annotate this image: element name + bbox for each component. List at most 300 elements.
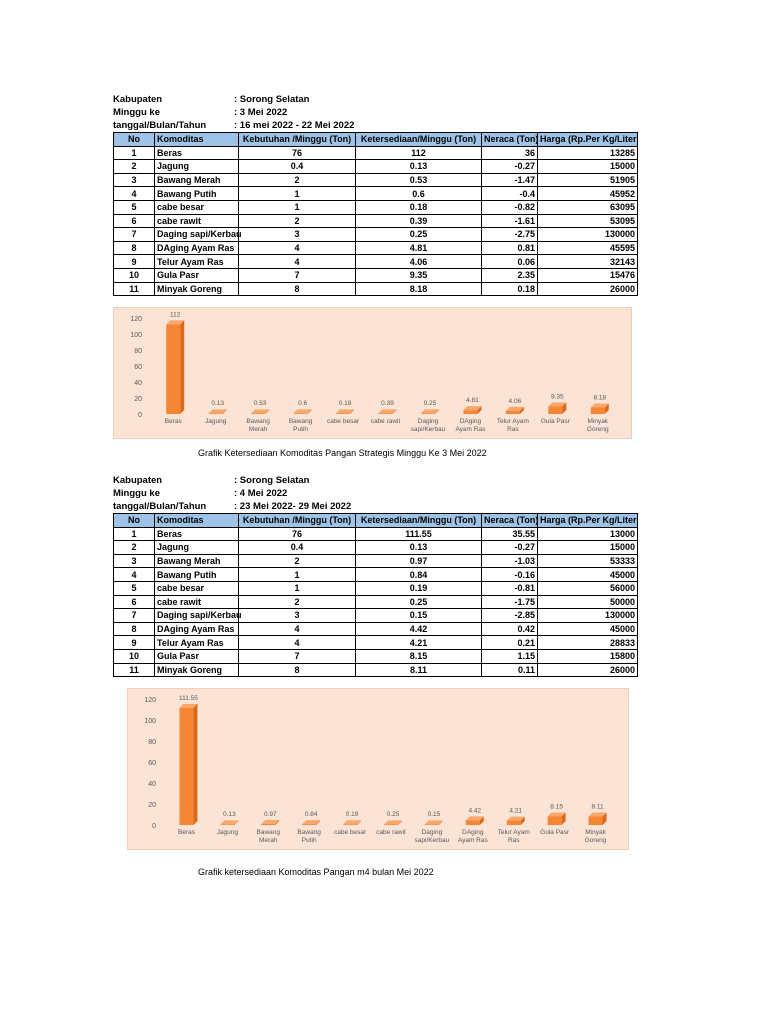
cell-komoditas: Jagung bbox=[155, 160, 239, 174]
data-label: 4.21 bbox=[509, 807, 523, 815]
column-header: Harga (Rp.Per Kg/Liter bbox=[538, 514, 638, 528]
bar-front-face bbox=[302, 824, 316, 825]
column-header: Harga (Rp.Per Kg/Liter bbox=[538, 133, 638, 147]
cell-ketersediaan: 0.53 bbox=[356, 173, 482, 187]
cell-no: 4 bbox=[114, 568, 155, 582]
cell-ketersediaan: 0.18 bbox=[356, 200, 482, 214]
x-tick-label: Telur Ayam bbox=[497, 829, 530, 836]
bar-front-face bbox=[548, 407, 562, 414]
data-label: 4.42 bbox=[468, 807, 482, 815]
cell-no: 8 bbox=[114, 241, 155, 255]
cell-no: 8 bbox=[114, 622, 155, 636]
bar bbox=[548, 403, 566, 414]
cell-ketersediaan: 4.81 bbox=[356, 241, 482, 255]
cell-kebutuhan: 4 bbox=[239, 255, 356, 269]
bar-front-face bbox=[548, 816, 562, 825]
x-tick-label: Goreng bbox=[584, 837, 607, 844]
cell-no: 3 bbox=[114, 554, 155, 568]
cell-neraca: -2.75 bbox=[482, 228, 538, 242]
cell-ketersediaan: 0.19 bbox=[356, 581, 482, 595]
bar-top-face bbox=[379, 409, 397, 413]
cell-harga: 53333 bbox=[538, 554, 638, 568]
cell-ketersediaan: 0.15 bbox=[356, 609, 482, 623]
bar bbox=[591, 403, 609, 414]
cell-harga: 26000 bbox=[538, 663, 638, 677]
data-label: 0.97 bbox=[263, 811, 277, 818]
cell-komoditas: Minyak Goreng bbox=[155, 663, 239, 677]
cell-neraca: -0.82 bbox=[482, 200, 538, 214]
bar-top-face bbox=[336, 409, 354, 413]
x-tick-label: Telur Ayam bbox=[496, 418, 529, 425]
data-label: 0.19 bbox=[345, 811, 359, 818]
supply-chart-2 bbox=[127, 688, 629, 850]
meta-label: tanggal/Bulan/Tahun bbox=[113, 120, 207, 131]
cell-komoditas: Bawang Merah bbox=[155, 554, 239, 568]
cell-komoditas: Bawang Merah bbox=[155, 173, 239, 187]
cell-no: 5 bbox=[114, 581, 155, 595]
cell-harga: 15000 bbox=[538, 541, 638, 555]
meta-row-kabupaten bbox=[113, 93, 637, 106]
data-label: 112 bbox=[170, 311, 181, 319]
y-tick-label: 60 bbox=[148, 760, 156, 767]
bar bbox=[379, 409, 397, 414]
y-tick-label: 120 bbox=[130, 316, 142, 323]
meta-value: : 23 Mei 2022- 29 Mei 2022 bbox=[234, 501, 352, 512]
column-header: Ketersediaan/Minggu (Ton) bbox=[356, 133, 482, 147]
cell-kebutuhan: 2 bbox=[239, 554, 356, 568]
bar-front-face bbox=[220, 824, 234, 825]
cell-neraca: -0.81 bbox=[482, 581, 538, 595]
cell-no: 1 bbox=[114, 146, 155, 160]
y-tick-label: 0 bbox=[138, 412, 142, 419]
table-row bbox=[114, 649, 638, 663]
column-header: Ketersediaan/Minggu (Ton) bbox=[356, 514, 482, 528]
column-header: No bbox=[114, 514, 155, 528]
bar-front-face bbox=[179, 708, 193, 825]
table-row bbox=[114, 527, 638, 541]
cell-harga: 15000 bbox=[538, 160, 638, 174]
column-header: Kebutuhan /Minggu (Ton) bbox=[239, 133, 356, 147]
cell-kebutuhan: 4 bbox=[239, 622, 356, 636]
bar-top-face bbox=[384, 820, 402, 824]
cell-no: 11 bbox=[114, 663, 155, 677]
bar-top-face bbox=[251, 409, 269, 413]
cell-kebutuhan: 8 bbox=[239, 663, 356, 677]
cell-komoditas: Telur Ayam Ras bbox=[155, 636, 239, 650]
cell-kebutuhan: 0.4 bbox=[239, 160, 356, 174]
data-label: 8.11 bbox=[591, 803, 604, 811]
cell-no: 6 bbox=[114, 595, 155, 609]
meta-value: : Sorong Selatan bbox=[234, 94, 310, 105]
y-tick-label: 100 bbox=[130, 332, 142, 339]
data-label: 0.84 bbox=[304, 811, 318, 818]
y-tick-label: 120 bbox=[144, 697, 156, 704]
cell-komoditas: Bawang Putih bbox=[155, 187, 239, 201]
data-label: 0.39 bbox=[381, 400, 394, 407]
x-tick-label: Jagung bbox=[216, 829, 239, 836]
cell-harga: 15800 bbox=[538, 649, 638, 663]
table-header-row bbox=[114, 133, 638, 147]
cell-komoditas: Telur Ayam Ras bbox=[155, 255, 239, 269]
x-tick-label: cabe besar bbox=[334, 829, 367, 836]
table-row bbox=[114, 187, 638, 201]
cell-harga: 130000 bbox=[538, 228, 638, 242]
data-label: 9.35 bbox=[550, 393, 564, 401]
cell-kebutuhan: 1 bbox=[239, 568, 356, 582]
column-header: Neraca (Ton) bbox=[482, 133, 538, 147]
bar-top-face bbox=[425, 820, 443, 824]
table-row bbox=[114, 622, 638, 636]
cell-komoditas: Beras bbox=[155, 146, 239, 160]
cell-kebutuhan: 1 bbox=[239, 187, 356, 201]
y-tick-label: 80 bbox=[134, 348, 142, 355]
x-tick-label: Goreng bbox=[586, 426, 609, 433]
cell-komoditas: cabe rawit bbox=[155, 595, 239, 609]
x-tick-label: Ayam Ras bbox=[455, 426, 486, 433]
x-tick-label: Ras bbox=[507, 837, 520, 844]
x-tick-label: Daging bbox=[421, 829, 443, 836]
bar bbox=[466, 816, 484, 825]
report-section-1 bbox=[113, 93, 637, 296]
bar-top-face bbox=[421, 409, 439, 413]
column-header: Neraca (Ton) bbox=[482, 514, 538, 528]
data-label: 0.18 bbox=[338, 400, 352, 407]
bar-front-face bbox=[166, 324, 180, 414]
bar bbox=[179, 704, 197, 825]
bar bbox=[463, 406, 481, 414]
cell-no: 2 bbox=[114, 541, 155, 555]
x-tick-label: Putih bbox=[301, 837, 317, 844]
table-row bbox=[114, 663, 638, 677]
cell-ketersediaan: 0.25 bbox=[356, 228, 482, 242]
x-tick-label: Minyak bbox=[587, 418, 609, 425]
bar bbox=[302, 820, 320, 825]
meta-row-tanggal bbox=[113, 119, 637, 132]
cell-no: 10 bbox=[114, 649, 155, 663]
cell-komoditas: Gula Pasr bbox=[155, 268, 239, 282]
cell-no: 7 bbox=[114, 609, 155, 623]
cell-komoditas: Gula Pasr bbox=[155, 649, 239, 663]
x-tick-label: cabe rawit bbox=[376, 829, 406, 836]
data-label: 4.06 bbox=[508, 397, 522, 405]
cell-harga: 32143 bbox=[538, 255, 638, 269]
y-tick-label: 100 bbox=[144, 718, 156, 725]
bar bbox=[261, 820, 279, 825]
bar-side-face bbox=[193, 704, 197, 825]
cell-neraca: 2.35 bbox=[482, 268, 538, 282]
bar-side-face bbox=[180, 320, 184, 414]
cell-harga: 53095 bbox=[538, 214, 638, 228]
cell-harga: 15476 bbox=[538, 268, 638, 282]
cell-no: 1 bbox=[114, 527, 155, 541]
table-row bbox=[114, 568, 638, 582]
cell-neraca: -0.27 bbox=[482, 541, 538, 555]
cell-kebutuhan: 4 bbox=[239, 636, 356, 650]
meta-row-tanggal bbox=[113, 500, 637, 513]
x-tick-label: Minyak bbox=[585, 829, 606, 836]
bar bbox=[251, 409, 269, 414]
cell-no: 6 bbox=[114, 214, 155, 228]
bar bbox=[336, 409, 354, 414]
x-tick-label: cabe besar bbox=[326, 418, 360, 425]
table-row bbox=[114, 214, 638, 228]
cell-kebutuhan: 1 bbox=[239, 200, 356, 214]
bar-front-face bbox=[425, 824, 439, 825]
cell-komoditas: Minyak Goreng bbox=[155, 282, 239, 296]
cell-neraca: 35.55 bbox=[482, 527, 538, 541]
table-row bbox=[114, 173, 638, 187]
report-section-2 bbox=[113, 474, 637, 677]
cell-ketersediaan: 4.06 bbox=[356, 255, 482, 269]
bar bbox=[548, 812, 566, 825]
cell-ketersediaan: 0.25 bbox=[356, 595, 482, 609]
meta-value: : 16 mei 2022 - 22 Mei 2022 bbox=[234, 120, 355, 131]
cell-kebutuhan: 4 bbox=[239, 241, 356, 255]
meta-value: : Sorong Selatan bbox=[234, 475, 310, 486]
table-row bbox=[114, 146, 638, 160]
cell-no: 9 bbox=[114, 636, 155, 650]
bar-front-face bbox=[591, 407, 605, 414]
cell-kebutuhan: 76 bbox=[239, 527, 356, 541]
bar bbox=[220, 820, 238, 825]
bar-front-face bbox=[507, 821, 521, 825]
cell-kebutuhan: 2 bbox=[239, 595, 356, 609]
cell-harga: 51905 bbox=[538, 173, 638, 187]
chart-caption: Grafik Ketersediaan Komoditas Pangan Strategis Minggu Ke 3 Mei 2022 bbox=[198, 448, 487, 458]
x-tick-label: Bawang bbox=[256, 829, 281, 836]
x-tick-label: DAging bbox=[462, 829, 484, 836]
bar bbox=[209, 409, 227, 414]
x-tick-label: Merah bbox=[259, 837, 278, 844]
cell-komoditas: Daging sapi/Kerbau bbox=[155, 609, 239, 623]
cell-komoditas: DAging Ayam Ras bbox=[155, 622, 239, 636]
cell-neraca: 0.11 bbox=[482, 663, 538, 677]
meta-row-kabupaten bbox=[113, 474, 637, 487]
table-row bbox=[114, 255, 638, 269]
meta-label: Minggu ke bbox=[113, 488, 160, 499]
data-label: 0.6 bbox=[298, 400, 308, 407]
data-label: 0.25 bbox=[386, 811, 400, 818]
commodity-table bbox=[113, 513, 638, 677]
cell-harga: 13000 bbox=[538, 527, 638, 541]
x-tick-label: Bawang bbox=[288, 418, 313, 425]
bar-front-face bbox=[251, 413, 265, 414]
cell-neraca: -0.16 bbox=[482, 568, 538, 582]
cell-ketersediaan: 9.35 bbox=[356, 268, 482, 282]
cell-ketersediaan: 0.97 bbox=[356, 554, 482, 568]
cell-harga: 130000 bbox=[538, 609, 638, 623]
cell-komoditas: Beras bbox=[155, 527, 239, 541]
y-tick-label: 40 bbox=[134, 380, 142, 387]
bar-front-face bbox=[294, 413, 308, 414]
bar bbox=[589, 812, 607, 825]
cell-no: 11 bbox=[114, 282, 155, 296]
bar-front-face bbox=[589, 816, 603, 825]
cell-harga: 28833 bbox=[538, 636, 638, 650]
cell-kebutuhan: 2 bbox=[239, 214, 356, 228]
column-header: Komoditas bbox=[155, 133, 239, 147]
cell-ketersediaan: 0.6 bbox=[356, 187, 482, 201]
cell-harga: 45952 bbox=[538, 187, 638, 201]
cell-komoditas: DAging Ayam Ras bbox=[155, 241, 239, 255]
supply-chart-1 bbox=[113, 307, 632, 439]
meta-row-minggu bbox=[113, 487, 637, 500]
meta-row-minggu bbox=[113, 106, 637, 119]
bar-top-face bbox=[294, 409, 312, 413]
cell-ketersediaan: 0.13 bbox=[356, 541, 482, 555]
cell-kebutuhan: 1 bbox=[239, 581, 356, 595]
report-meta-1 bbox=[113, 93, 637, 132]
report-meta-2 bbox=[113, 474, 637, 513]
cell-neraca: -0.4 bbox=[482, 187, 538, 201]
y-tick-label: 40 bbox=[148, 781, 156, 788]
cell-neraca: -0.27 bbox=[482, 160, 538, 174]
bar-front-face bbox=[384, 824, 398, 825]
bar bbox=[343, 820, 361, 825]
cell-ketersediaan: 0.39 bbox=[356, 214, 482, 228]
cell-no: 9 bbox=[114, 255, 155, 269]
cell-harga: 50000 bbox=[538, 595, 638, 609]
x-tick-label: Bawang bbox=[297, 829, 321, 836]
table-row bbox=[114, 200, 638, 214]
cell-komoditas: cabe besar bbox=[155, 200, 239, 214]
bar-front-face bbox=[379, 413, 393, 414]
x-tick-label: Jagung bbox=[205, 418, 227, 425]
x-tick-label: Putih bbox=[293, 426, 309, 433]
x-tick-label: Beras bbox=[164, 418, 182, 425]
bar bbox=[384, 820, 402, 825]
table-row bbox=[114, 160, 638, 174]
bar-front-face bbox=[421, 413, 435, 414]
data-label: 111.55 bbox=[178, 694, 198, 702]
cell-ketersediaan: 4.42 bbox=[356, 622, 482, 636]
table-row bbox=[114, 541, 638, 555]
x-tick-label: Daging bbox=[417, 418, 439, 425]
bar-front-face bbox=[463, 410, 477, 414]
table-row bbox=[114, 581, 638, 595]
cell-ketersediaan: 8.15 bbox=[356, 649, 482, 663]
meta-value: : 3 Mei 2022 bbox=[234, 107, 288, 118]
bar-front-face bbox=[343, 824, 357, 825]
meta-label: tanggal/Bulan/Tahun bbox=[113, 501, 207, 512]
x-tick-label: Merah bbox=[248, 426, 268, 433]
data-label: 0.13 bbox=[211, 400, 225, 407]
table-row bbox=[114, 554, 638, 568]
bar-chart-svg bbox=[128, 689, 628, 849]
cell-harga: 45000 bbox=[538, 622, 638, 636]
cell-no: 3 bbox=[114, 173, 155, 187]
cell-ketersediaan: 0.13 bbox=[356, 160, 482, 174]
bar-front-face bbox=[506, 411, 520, 414]
table-row bbox=[114, 282, 638, 296]
cell-ketersediaan: 4.21 bbox=[356, 636, 482, 650]
bar-front-face bbox=[336, 413, 350, 414]
meta-label: Kabupaten bbox=[113, 475, 163, 486]
cell-kebutuhan: 7 bbox=[239, 268, 356, 282]
cell-kebutuhan: 3 bbox=[239, 609, 356, 623]
y-tick-label: 20 bbox=[148, 802, 156, 809]
x-tick-label: sapi/Kerbau bbox=[410, 426, 446, 433]
y-tick-label: 60 bbox=[134, 364, 142, 371]
cell-neraca: 36 bbox=[482, 146, 538, 160]
table-header-row bbox=[114, 514, 638, 528]
commodity-table bbox=[113, 132, 638, 296]
cell-no: 7 bbox=[114, 228, 155, 242]
cell-komoditas: Bawang Putih bbox=[155, 568, 239, 582]
table-row bbox=[114, 268, 638, 282]
x-tick-label: Beras bbox=[177, 829, 195, 836]
cell-neraca: 0.81 bbox=[482, 241, 538, 255]
column-header: Kebutuhan /Minggu (Ton) bbox=[239, 514, 356, 528]
bar bbox=[166, 320, 184, 414]
bar bbox=[294, 409, 312, 414]
cell-kebutuhan: 2 bbox=[239, 173, 356, 187]
cell-no: 5 bbox=[114, 200, 155, 214]
meta-value: : 4 Mei 2022 bbox=[234, 488, 288, 499]
cell-ketersediaan: 8.11 bbox=[356, 663, 482, 677]
cell-ketersediaan: 111.55 bbox=[356, 527, 482, 541]
data-label: 4.81 bbox=[466, 397, 479, 405]
bar bbox=[506, 407, 524, 414]
table-row bbox=[114, 636, 638, 650]
cell-neraca: 0.42 bbox=[482, 622, 538, 636]
bar bbox=[421, 409, 439, 414]
bar-front-face bbox=[466, 820, 480, 825]
cell-ketersediaan: 0.84 bbox=[356, 568, 482, 582]
bar-top-face bbox=[220, 820, 238, 824]
y-tick-label: 80 bbox=[148, 739, 156, 746]
meta-label: Minggu ke bbox=[113, 107, 160, 118]
cell-neraca: -1.61 bbox=[482, 214, 538, 228]
data-label: 0.25 bbox=[423, 400, 437, 407]
x-tick-label: Bawang bbox=[246, 418, 270, 425]
x-tick-label: Gula Pasr bbox=[540, 418, 570, 425]
chart-caption: Grafik ketersediaan Komoditas Pangan m4 bulan Mei 2022 bbox=[198, 867, 434, 877]
cell-kebutuhan: 8 bbox=[239, 282, 356, 296]
cell-kebutuhan: 7 bbox=[239, 649, 356, 663]
table-row bbox=[114, 241, 638, 255]
cell-neraca: -1.47 bbox=[482, 173, 538, 187]
cell-neraca: -2.85 bbox=[482, 609, 538, 623]
cell-komoditas: Jagung bbox=[155, 541, 239, 555]
table-row bbox=[114, 595, 638, 609]
cell-neraca: 0.21 bbox=[482, 636, 538, 650]
cell-kebutuhan: 0.4 bbox=[239, 541, 356, 555]
bar-top-face bbox=[209, 409, 227, 413]
cell-harga: 13285 bbox=[538, 146, 638, 160]
x-tick-label: Ras bbox=[507, 426, 519, 433]
x-tick-label: sapi/Kerbau bbox=[414, 837, 450, 844]
x-tick-label: Ayam Ras bbox=[457, 837, 488, 844]
column-header: No bbox=[114, 133, 155, 147]
table-row bbox=[114, 609, 638, 623]
cell-neraca: -1.03 bbox=[482, 554, 538, 568]
cell-harga: 45595 bbox=[538, 241, 638, 255]
cell-no: 2 bbox=[114, 160, 155, 174]
cell-neraca: 1.15 bbox=[482, 649, 538, 663]
cell-neraca: 0.06 bbox=[482, 255, 538, 269]
cell-no: 4 bbox=[114, 187, 155, 201]
bar bbox=[507, 817, 525, 825]
x-tick-label: DAging bbox=[459, 418, 482, 425]
data-label: 0.53 bbox=[253, 400, 267, 407]
cell-komoditas: cabe rawit bbox=[155, 214, 239, 228]
cell-harga: 63095 bbox=[538, 200, 638, 214]
data-label: 8.15 bbox=[550, 803, 563, 811]
data-label: 0.15 bbox=[427, 811, 441, 818]
cell-komoditas: Daging sapi/Kerbau bbox=[155, 228, 239, 242]
cell-kebutuhan: 76 bbox=[239, 146, 356, 160]
